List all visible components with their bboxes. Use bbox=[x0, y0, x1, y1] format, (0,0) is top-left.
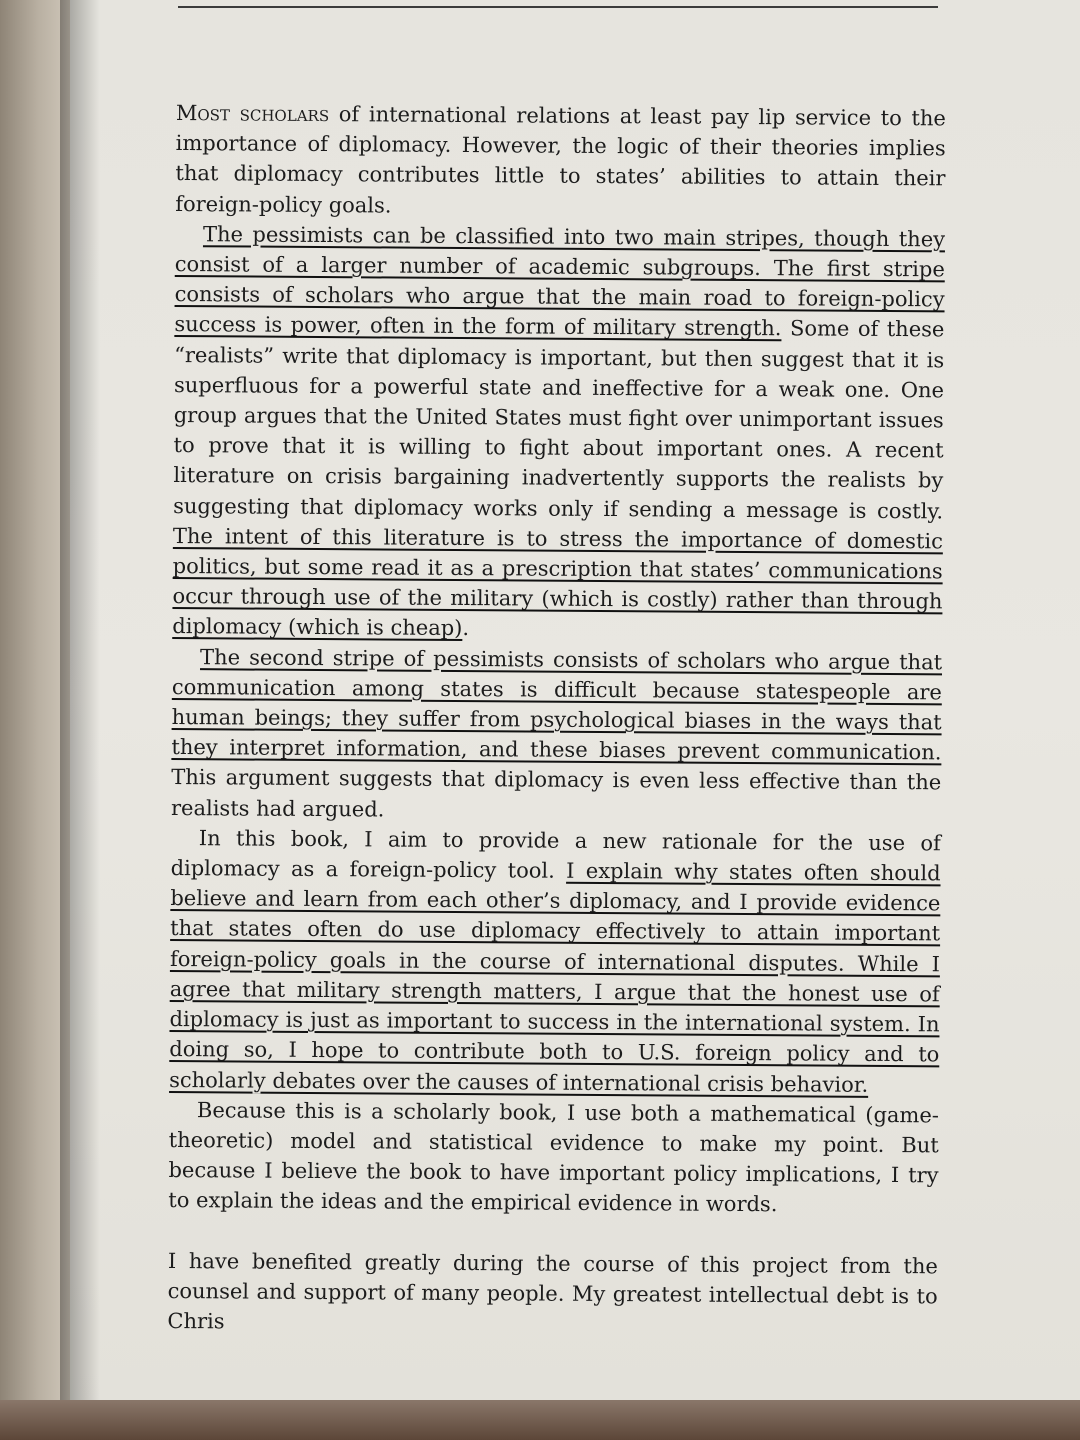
acknowledgments-text: I have benefited greatly during the course of this project from the counsel and support of many people. My greatest intellectual debt is to Chris bbox=[167, 1248, 938, 1334]
opening-text: of international relations at least pay lip service to the importance of diplomacy. However, the logic of their theories implies that diplomacy contributes little to states’ abilities to attain their foreign-policy goals. bbox=[175, 102, 946, 218]
paragraph-scholarly bbox=[168, 1095, 939, 1221]
underlined-passage: The second stripe of pessimists consists of scholars who argue that communication among states is difficult because statespeople are human beings; they suffer from psychological biases in the ways that they interpret information, and these biases prevent communication. bbox=[171, 644, 943, 765]
underlined-passage: I explain why states often should believe and learn from each other’s diplomacy, and I provide evidence that states often do use diplomacy effectively to attain important foreign-policy goals in the course of international disputes. While I agree that military strength matters, I argue that the honest use of diplomacy is just as important to success in the international system. In doing so, I hope to contribute both to U.S. foreign policy and to scholarly debates over the causes of international crisis behavior. bbox=[169, 858, 941, 1097]
paragraph-pessimists bbox=[172, 219, 945, 647]
spine-shadow bbox=[60, 0, 100, 1440]
underlined-passage: The intent of this literature is to stress the importance of domestic politics, but some read it as a prescription that states’ communications occur through use of the military (which is costly) rather than through diplomacy (which is cheap) bbox=[172, 523, 944, 641]
second-stripe-text: This argument suggests that diplomacy is even less effective than the realists had argued. bbox=[170, 765, 942, 822]
paragraph-this-book bbox=[169, 823, 941, 1100]
table-surface bbox=[0, 1400, 1080, 1440]
paragraph-acknowledgments bbox=[167, 1245, 938, 1341]
scholarly-text: Because this is a scholarly book, I use both a mathematical (game-theoretic) model and statistical evidence to make my point. But because I believe the book to have important policy implications, I try to explain the ideas and the empirical evidence in words. bbox=[168, 1097, 940, 1217]
paragraph-second-stripe bbox=[171, 642, 942, 829]
underlined-passage: The pessimists can be classified into two main stripes, though they consist of a larger number of academic subgroups. The first stripe consists of scholars who argue that the main road to foreign-policy success is power, often in the form of military strength. bbox=[174, 222, 946, 341]
pessimists-text: Some of these “realists” write that diplomacy is important, but then suggest that it is superfluous for a powerful state and ineffective for a weak one. One group argues that the United States must fight over unimportant issues to prove that it is willing to fight about important ones. A recent literature on crisis bargaining inadvertently supports the realists by suggesting that diplomacy works only if sending a message is costly. bbox=[173, 316, 945, 524]
opening-smallcaps: Most scholars bbox=[175, 100, 330, 127]
this-book-text: In this book, I aim to provide a new rationale for the use of diplomacy as a foreign-policy tool. bbox=[170, 826, 941, 883]
header-rule bbox=[178, 6, 938, 8]
pessimists-end: . bbox=[462, 616, 470, 641]
paragraph-opening bbox=[175, 98, 946, 224]
page-text bbox=[167, 98, 946, 1341]
